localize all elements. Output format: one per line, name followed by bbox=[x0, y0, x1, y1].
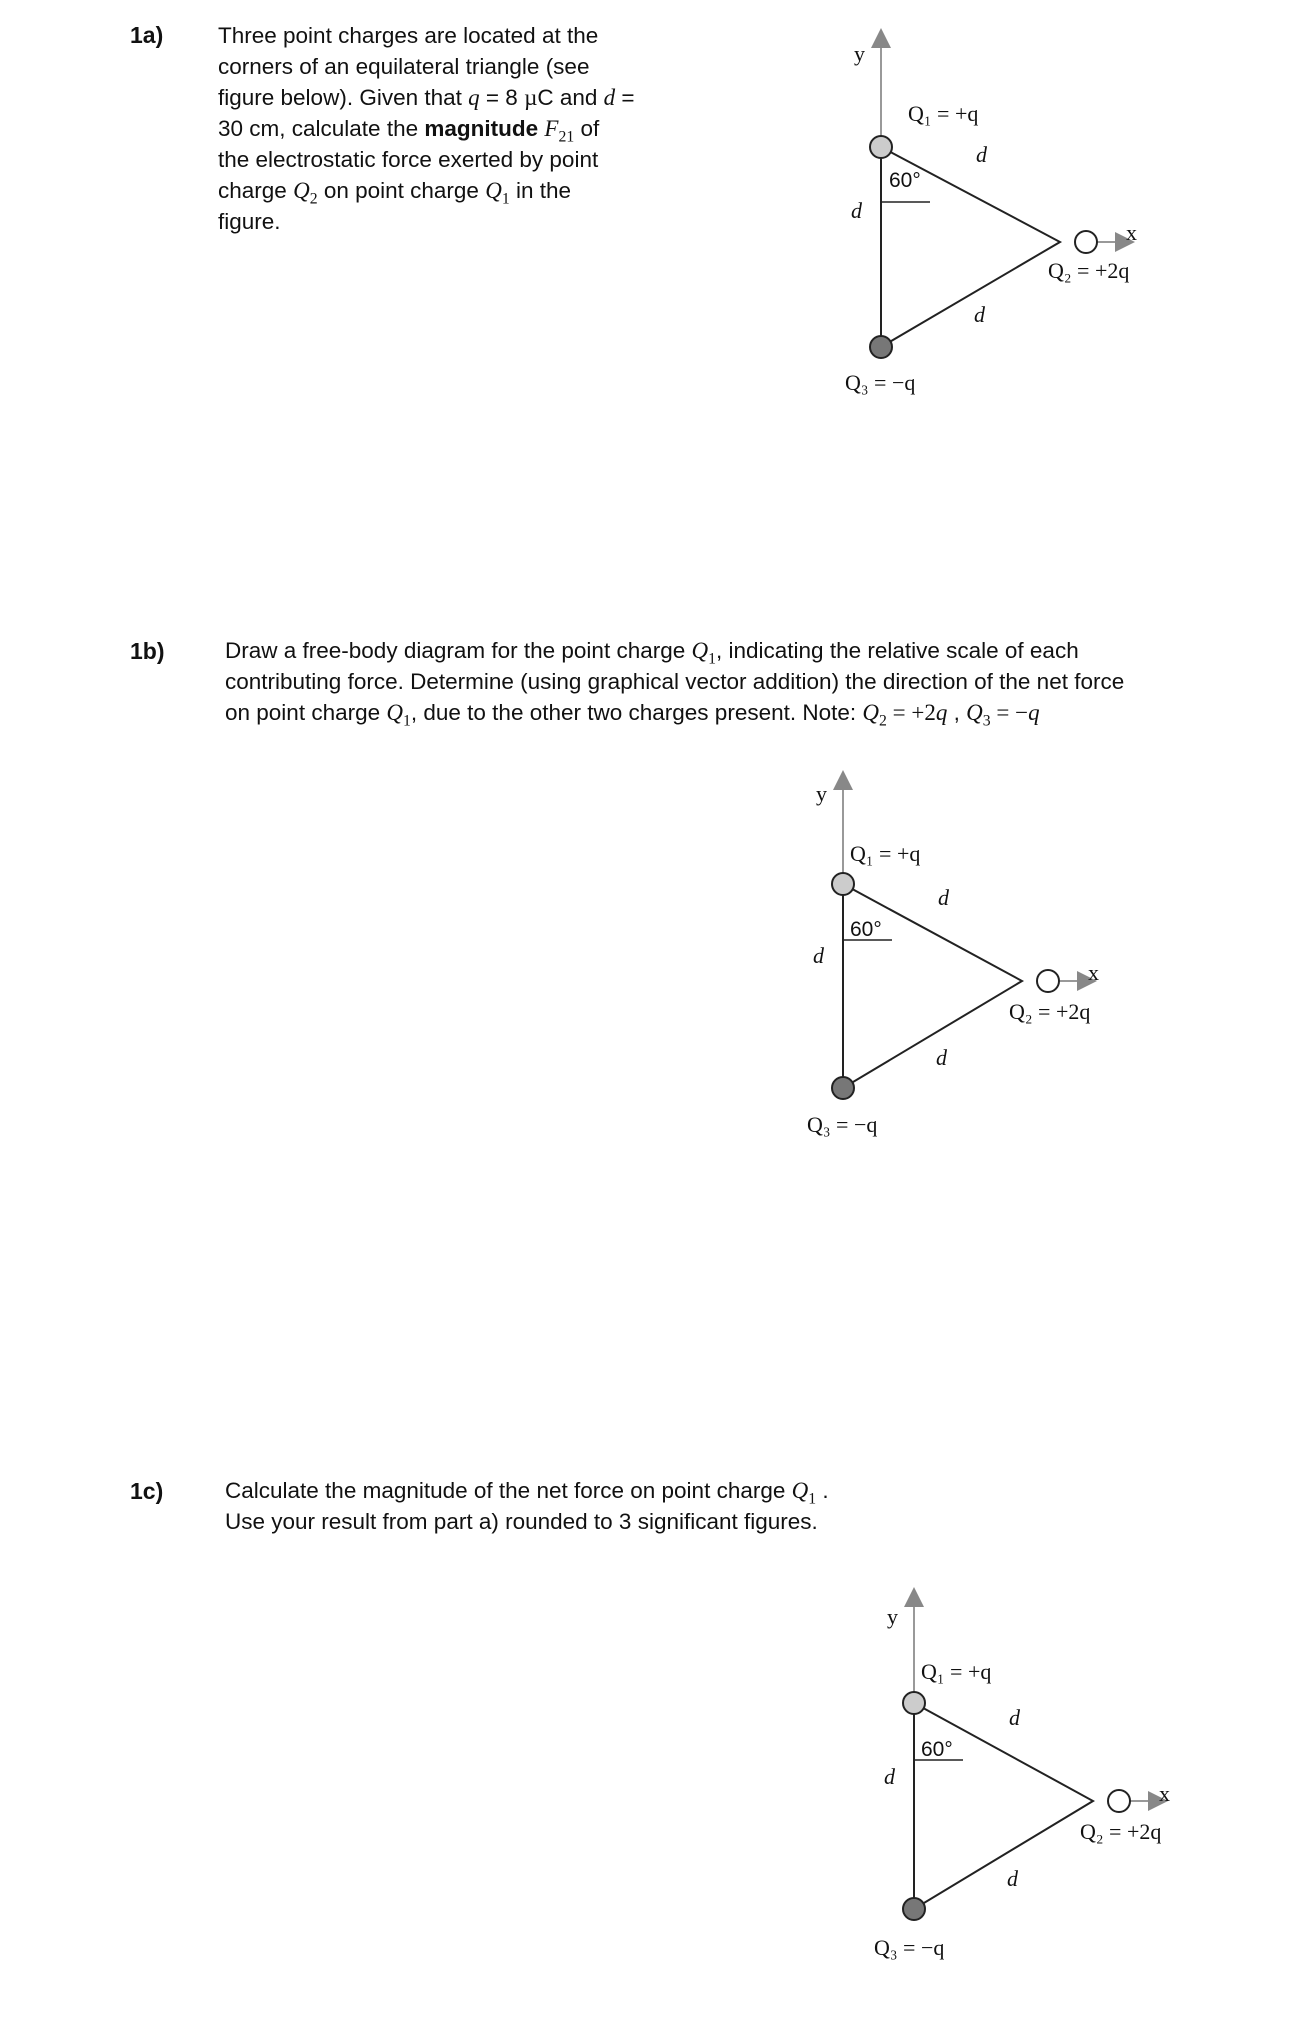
charge-q2 bbox=[1108, 1790, 1130, 1812]
q1b-line-1 bbox=[225, 635, 1124, 666]
side-d-label: d bbox=[1009, 1705, 1020, 1730]
subscript: 1 bbox=[403, 712, 411, 730]
side-d-label: d bbox=[1007, 1866, 1018, 1891]
subscript: 2 bbox=[879, 712, 887, 730]
q1a-text: of bbox=[574, 116, 600, 141]
q-symbol: Q bbox=[691, 638, 709, 663]
micro-symbol: µ bbox=[524, 85, 538, 110]
question-1b-text bbox=[225, 635, 1124, 728]
charge-q2 bbox=[1075, 231, 1097, 253]
question-1a-text bbox=[218, 20, 635, 237]
side-d-label: d bbox=[938, 885, 949, 910]
q3-label: Q₃ = −q bbox=[874, 1935, 945, 1960]
side-d-label: d bbox=[936, 1045, 947, 1070]
q1a-line-5: the electrostatic force exerted by point bbox=[218, 147, 599, 172]
q1a-text: = bbox=[615, 85, 635, 110]
q-symbol: Q bbox=[386, 700, 403, 725]
q1a-line-2: corners of an equilateral triangle (see bbox=[218, 54, 590, 79]
q-symbol: Q bbox=[966, 700, 983, 725]
angle-label: 60° bbox=[921, 1738, 953, 1761]
q1b-text: on point charge bbox=[225, 700, 387, 725]
y-axis-label: y bbox=[887, 1604, 898, 1629]
q1a-text: 30 cm, calculate the bbox=[218, 116, 425, 141]
y-axis-label: y bbox=[854, 41, 865, 66]
q1c-line-1 bbox=[225, 1475, 829, 1506]
q1a-line-3 bbox=[218, 82, 635, 113]
charge-q3 bbox=[903, 1898, 925, 1920]
q1a-text: on point charge bbox=[317, 178, 486, 203]
question-1b-number: 1b) bbox=[130, 638, 165, 664]
x-axis-label: x bbox=[1126, 220, 1137, 245]
q1c-text: Calculate the magnitude of the net force on point charge bbox=[225, 1478, 792, 1503]
q-symbol: Q bbox=[791, 1478, 809, 1503]
charge-triangle-figure-b bbox=[782, 760, 1099, 1140]
charge-triangle-figure-c bbox=[853, 1575, 1170, 1965]
q1a-line-6 bbox=[218, 175, 635, 206]
q1b-line-2: contributing force. Determine (using graphical vector addition) the direction of the net force bbox=[225, 669, 1125, 694]
q1b-text: Draw a free-body diagram for the point charge bbox=[225, 638, 692, 663]
side-d-label: d bbox=[851, 198, 862, 223]
q1a-text: in the bbox=[509, 178, 571, 203]
angle-label: 60° bbox=[889, 169, 921, 192]
q2-label: Q₂ = +2q bbox=[1080, 1819, 1162, 1844]
q1a-line-4 bbox=[218, 113, 635, 144]
q1-label: Q₁ = +q bbox=[921, 1659, 992, 1684]
charge-q1 bbox=[903, 1692, 925, 1714]
q1-label: Q₁ = +q bbox=[908, 101, 979, 126]
q1a-text: C and bbox=[537, 85, 604, 110]
d-symbol: d bbox=[603, 85, 616, 110]
y-axis-label: y bbox=[816, 781, 827, 806]
q1c-line-2: Use your result from part a) rounded to 3 significant figures. bbox=[225, 1509, 818, 1534]
q1a-line-7: figure. bbox=[218, 209, 281, 234]
charge-q3 bbox=[870, 336, 892, 358]
f-subscript: 21 bbox=[558, 128, 575, 146]
equation-text: = +2 bbox=[886, 700, 936, 725]
question-1c-text bbox=[225, 1475, 829, 1537]
side-d-label: d bbox=[884, 1764, 895, 1789]
subscript: 1 bbox=[808, 1490, 817, 1508]
q1-label: Q₁ = +q bbox=[850, 841, 921, 866]
q1a-text: figure below). Given that bbox=[218, 85, 469, 110]
side-d-label: d bbox=[976, 142, 987, 167]
triangle-sides bbox=[914, 1703, 1093, 1909]
q3-label: Q₃ = −q bbox=[807, 1112, 878, 1137]
q1a-text: = 8 bbox=[479, 85, 525, 110]
charge-q3 bbox=[832, 1077, 854, 1099]
subscript: 1 bbox=[708, 650, 716, 668]
subscript: 2 bbox=[309, 190, 318, 208]
q2-label: Q₂ = +2q bbox=[1009, 999, 1091, 1024]
equation-text: = − bbox=[990, 700, 1029, 725]
charge-q1 bbox=[832, 873, 854, 895]
subscript: 1 bbox=[501, 190, 510, 208]
q1b-text: , bbox=[947, 700, 967, 725]
q-symbol: q bbox=[935, 700, 948, 725]
magnitude-bold: magnitude bbox=[424, 116, 539, 141]
q1c-text: . bbox=[816, 1478, 829, 1503]
q3-label: Q₃ = −q bbox=[845, 370, 916, 395]
q-symbol: q bbox=[468, 85, 480, 110]
side-d-label: d bbox=[813, 943, 824, 968]
charge-q1 bbox=[870, 136, 892, 158]
x-axis-label: x bbox=[1088, 960, 1099, 985]
q-symbol: Q bbox=[485, 178, 502, 203]
q-symbol: q bbox=[1028, 700, 1040, 725]
q1a-line-1: Three point charges are located at the bbox=[218, 23, 599, 48]
question-1c-number: 1c) bbox=[130, 1478, 164, 1504]
charge-triangle-figure-a bbox=[820, 20, 1137, 400]
x-axis-label: x bbox=[1159, 1781, 1170, 1806]
q1b-text: , indicating the relative scale of each bbox=[716, 638, 1079, 663]
angle-label: 60° bbox=[850, 918, 882, 941]
charge-q2 bbox=[1037, 970, 1059, 992]
f-symbol: F bbox=[544, 116, 559, 141]
subscript: 3 bbox=[982, 712, 991, 730]
q2-label: Q₂ = +2q bbox=[1048, 258, 1130, 283]
triangle-sides bbox=[843, 884, 1022, 1088]
q1a-text: charge bbox=[218, 178, 294, 203]
q-symbol: Q bbox=[293, 178, 310, 203]
side-d-label: d bbox=[974, 302, 985, 327]
q1b-text: , due to the other two charges present. Note: bbox=[410, 700, 863, 725]
question-1a-number: 1a) bbox=[130, 22, 164, 48]
q-symbol: Q bbox=[862, 700, 880, 725]
q1b-line-3 bbox=[225, 697, 1124, 728]
